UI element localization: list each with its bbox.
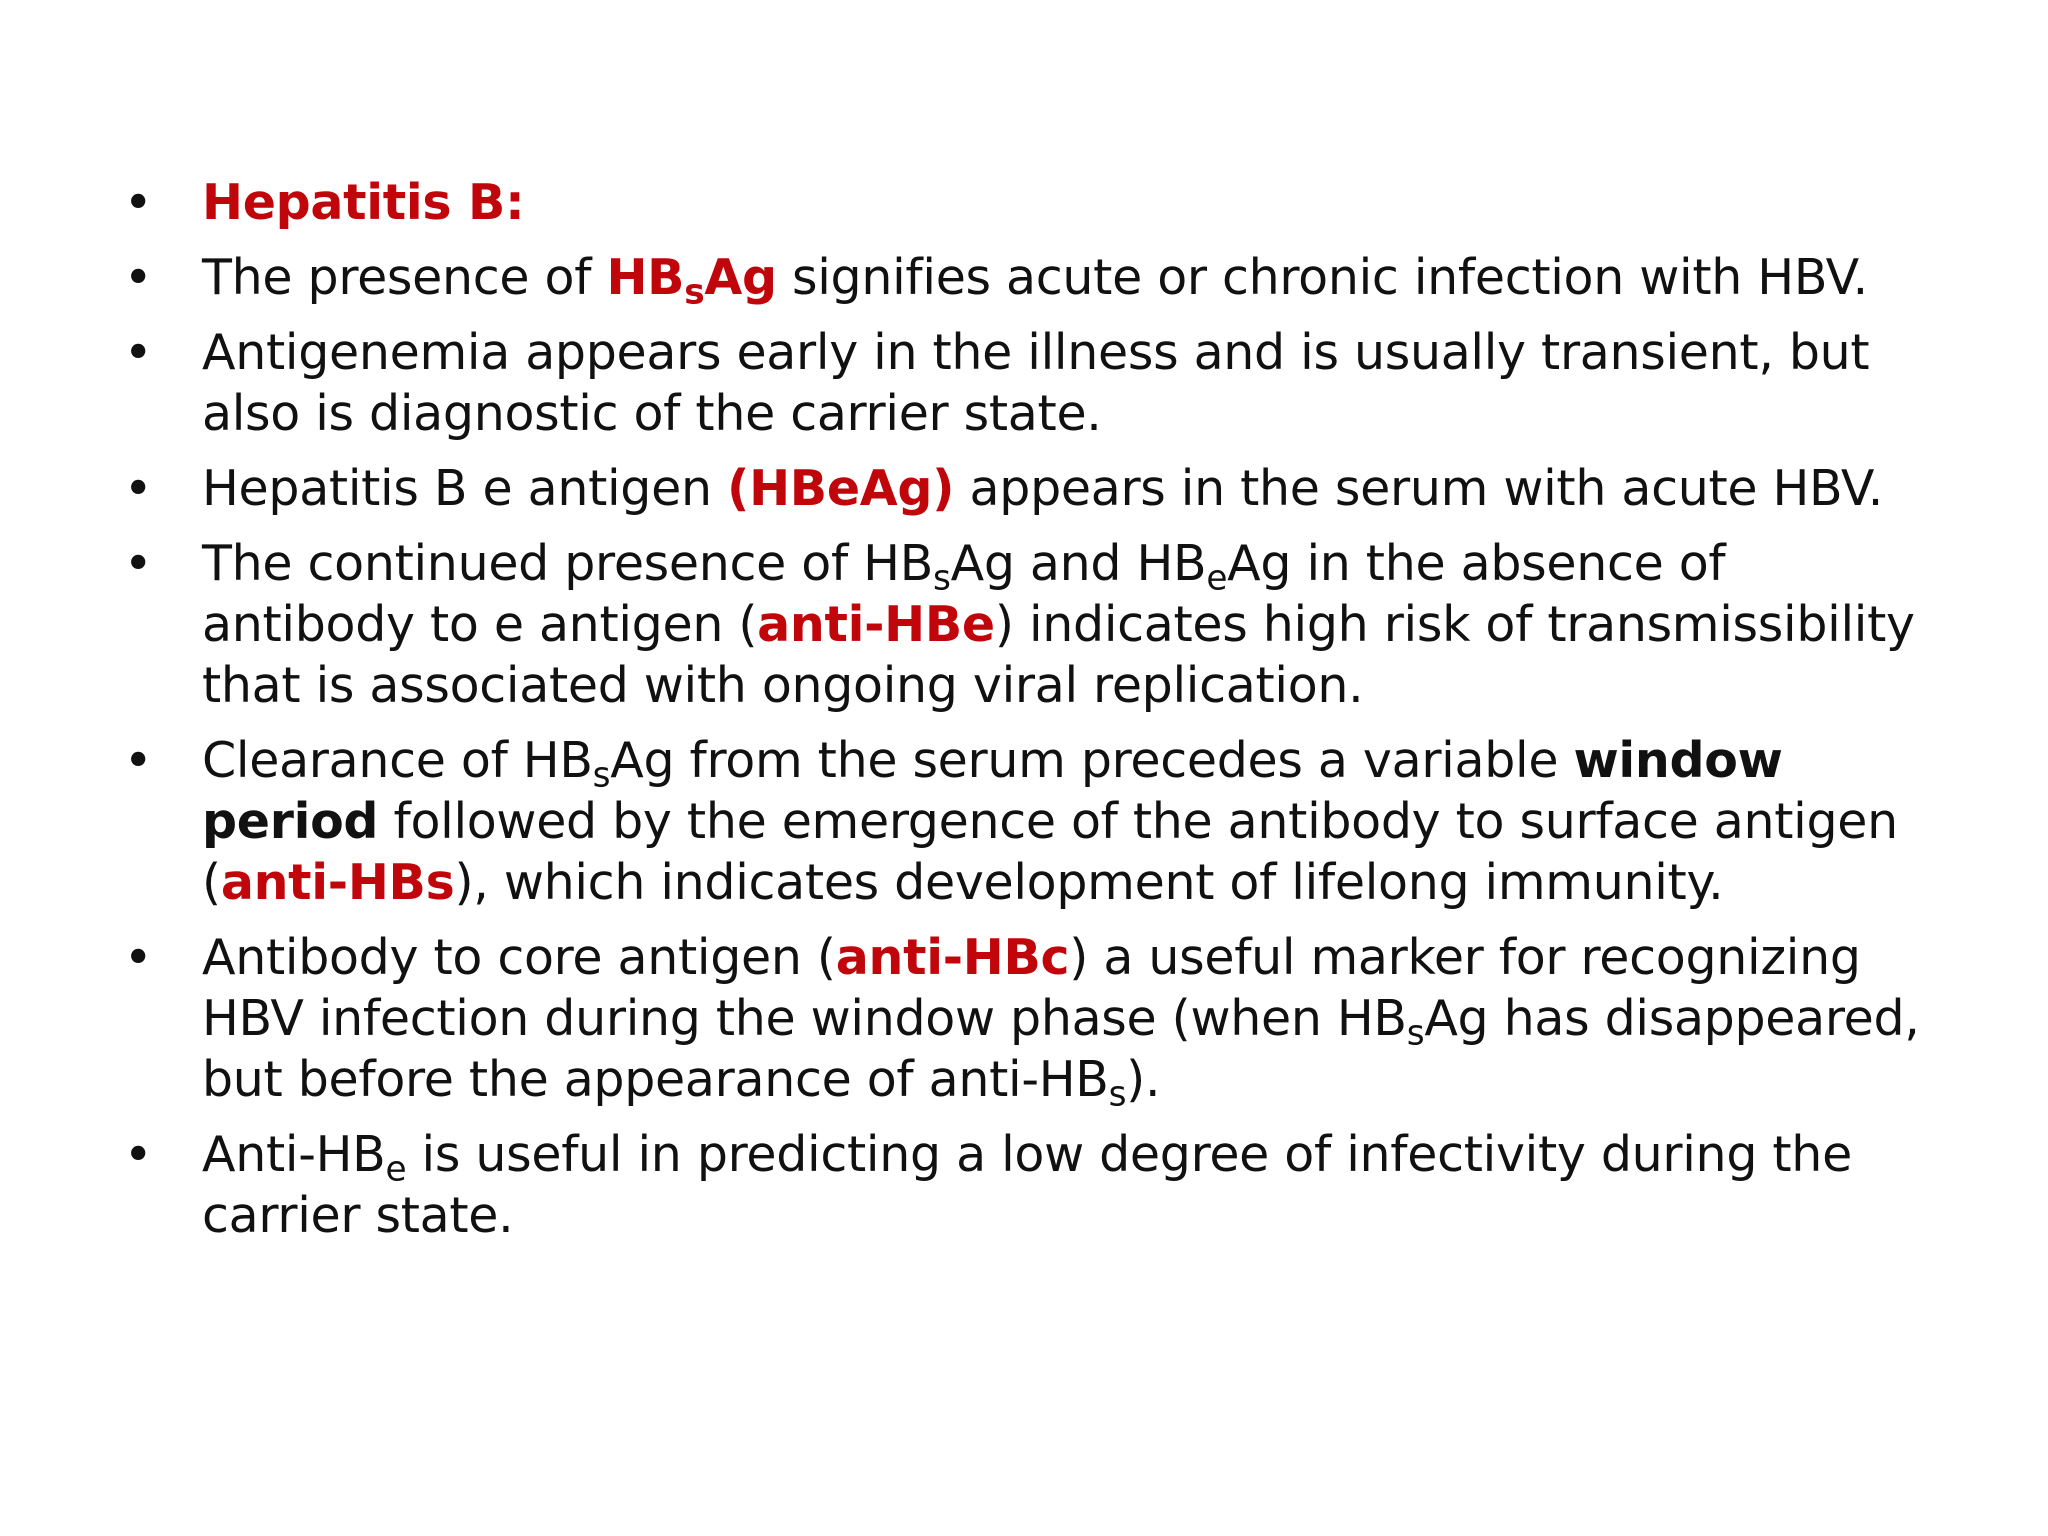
text-run: Ag in the absence of antibody to e antigen ( — [202, 535, 1726, 653]
bullet-list — [118, 172, 1948, 1260]
bullet-dot-icon: • — [123, 460, 153, 517]
highlight-term: anti-HBe — [757, 596, 995, 653]
highlight-term: (HBeAg) — [726, 460, 955, 517]
text-run: ) indicates high risk of transmissibility that is associated with ongoing viral replication. — [202, 596, 1915, 714]
bullet-dot-icon: • — [123, 535, 153, 592]
bullet-text — [202, 324, 1869, 442]
bullet-text — [202, 929, 1920, 1115]
text-run: Antibody to core antigen ( — [202, 929, 836, 986]
bullet-dot-icon: • — [123, 732, 153, 789]
text-run: The presence of — [202, 249, 607, 306]
text-run: ), which indicates development of lifelong immunity. — [454, 854, 1724, 911]
bullet-dot-icon: • — [123, 1126, 153, 1183]
highlight-term: anti-HBc — [835, 929, 1070, 986]
subscript: s — [933, 558, 951, 599]
subscript: e — [1206, 558, 1228, 599]
bullet-item — [118, 247, 1948, 313]
highlight-term: HB — [606, 249, 685, 306]
bullet-item — [118, 533, 1948, 716]
text-run: Clearance of HB — [202, 732, 593, 789]
bullet-item — [118, 730, 1948, 913]
subscript: e — [385, 1149, 407, 1190]
bullet-item — [118, 322, 1948, 444]
subscript: s — [1108, 1074, 1127, 1115]
bullet-dot-icon: • — [123, 929, 153, 986]
bullet-item — [118, 458, 1948, 519]
subscript: s — [592, 755, 611, 796]
bullet-text — [202, 732, 1898, 911]
bullet-dot-icon: • — [123, 249, 153, 306]
subscript: s — [684, 272, 705, 313]
bullet-text — [202, 535, 1915, 714]
text-run: Hepatitis B e antigen — [202, 460, 727, 517]
bold-term: window period — [202, 732, 1783, 850]
text-run: signifies acute or chronic infection with HBV. — [776, 249, 1868, 306]
text-run: is useful in predicting a low degree of infectivity during the carrier state. — [202, 1126, 1852, 1244]
text-run: appears in the serum with acute HBV. — [954, 460, 1884, 517]
subscript: s — [1406, 1013, 1425, 1054]
highlight-term: Hepatitis B: — [202, 174, 525, 231]
bullet-item — [118, 1124, 1948, 1246]
bullet-item — [118, 172, 1948, 233]
bullet-dot-icon: • — [123, 174, 153, 231]
bullet-text — [202, 460, 1883, 517]
bullet-dot-icon: • — [123, 324, 153, 381]
text-run: followed by the emergence of the antibody to surface antigen ( — [202, 793, 1898, 911]
text-run: Antigenemia appears early in the illness and is usually transient, but also is diagnostic of the carrier state. — [202, 324, 1870, 442]
text-run: ). — [1126, 1051, 1161, 1108]
bullet-text — [202, 174, 524, 231]
text-run: Anti-HB — [202, 1126, 386, 1183]
text-run: Ag from the serum precedes a variable — [610, 732, 1574, 789]
highlight-term: Ag — [704, 249, 777, 306]
bullet-text — [202, 249, 1868, 313]
text-run: ) a useful marker for recognizing HBV infection during the window phase (when HB — [202, 929, 1861, 1047]
bullet-text — [202, 1126, 1852, 1244]
text-run: The continued presence of HB — [202, 535, 934, 592]
text-run: Ag has disappeared, but before the appearance of anti-HB — [202, 990, 1920, 1108]
bullet-item — [118, 927, 1948, 1115]
text-run: Ag and HB — [950, 535, 1207, 592]
highlight-term: anti-HBs — [220, 854, 455, 911]
